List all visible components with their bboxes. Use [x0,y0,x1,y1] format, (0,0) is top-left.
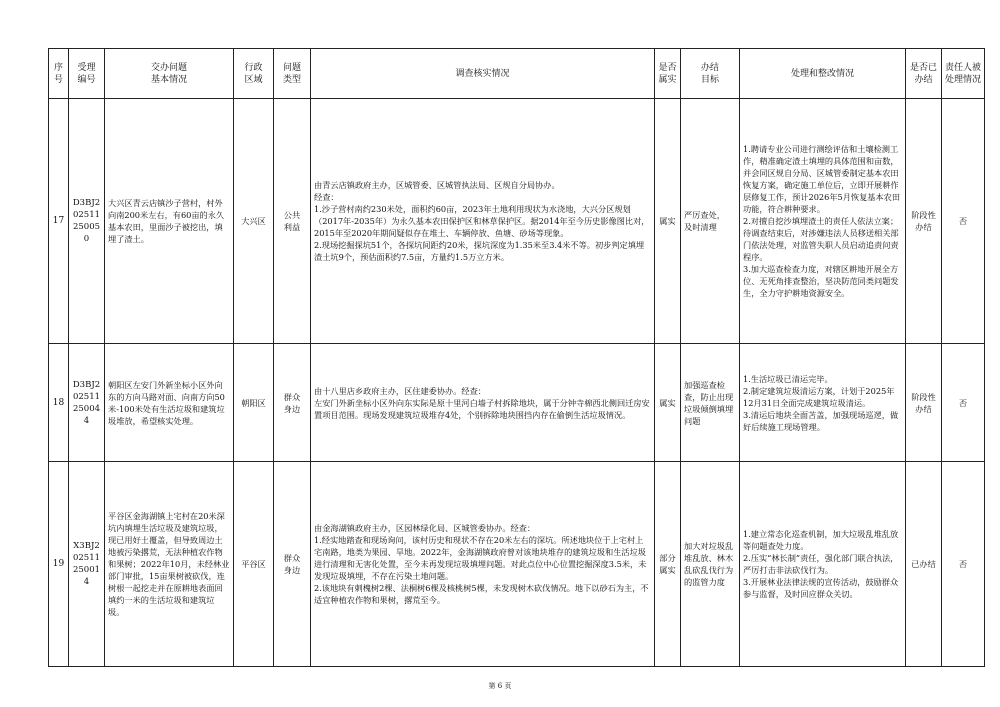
cell-acceptance-no: D3BJ202511250044 [69,344,105,462]
cell-target: 加大对垃圾乱堆乱放、林木乱砍乱伐行为的监管力度 [681,462,740,667]
header-target: 办结 目标 [681,49,740,99]
cell-district: 大兴区 [234,99,274,344]
cell-district: 平谷区 [234,462,274,667]
complaint-handling-table [48,48,985,667]
header-completed: 是否已 办结 [906,49,942,99]
cell-seq: 18 [49,344,69,462]
cell-issue: 大兴区青云店镇沙子营村，村外向南200米左右，有60亩的永久基本农田，里面沙子被挖出，填埋了渣土。 [105,99,234,344]
table-row [49,99,985,344]
cell-accountability: 否 [942,99,985,344]
cell-issue-type: 群众 身边 [274,462,311,667]
cell-investigation: 由金海湖镇政府主办，区园林绿化局、区城管委协办。经查： 1.经实地踏查和现场询问，该村历史和现状不存在20米左右的深坑。所述地块位于上宅村上宅南路，地类为果园、旱地。2022年，金海湖镇政府曾对该地块堆存的建筑垃圾和生活垃圾进行清理和无害化处置，至今未再发现垃圾填埋问题。对此点位中心位置挖掘深度3.5米，未发现垃圾填埋，不存在污染土地问题。 2.该地块有刺槐树2棵、法桐树6棵及核桃树5棵，未发现树木砍伐情况。地下以砂石为主，不适宜种植农作物和果树，撂荒至今。 [311,462,655,667]
cell-accountability: 否 [942,344,985,462]
cell-handling: 1.聘请专业公司进行测绘评估和土壤检测工作，精准确定渣土填埋的具体范围和亩数，并会同区规自分局、区城管委制定基本农田恢复方案，确定施工单位后，立即开展耕作层修复工作，预计2026年5月恢复基本农田功能，符合耕种要求。 2.对擅自挖沙填埋渣土的责任人依法立案；待调查结束后，对涉嫌违法人员移送相关部门依法处理，对监管失职人员启动追责问责程序。 3.加大巡查检查力度，对辖区耕地开展全方位、无死角排查整治，坚决防范同类问题发生，全力守护耕地资源安全。 [740,99,906,344]
header-verified: 是否 属实 [655,49,681,99]
cell-issue-type: 公共 利益 [274,99,311,344]
complaint-table-sheet [48,48,982,667]
cell-verified: 部分 属实 [655,462,681,667]
cell-accountability: 否 [942,462,985,667]
header-issue-type: 问题 类型 [274,49,311,99]
cell-seq: 17 [49,99,69,344]
cell-target: 严厉查处， 及时清理 [681,99,740,344]
cell-seq: 19 [49,462,69,667]
cell-completed: 阶段性 办结 [906,344,942,462]
cell-issue-type: 群众 身边 [274,344,311,462]
header-acceptance-no: 受理 编号 [69,49,105,99]
table-row [49,344,985,462]
cell-issue: 平谷区金海湖镇上宅村在20米深坑内填埋生活垃圾及建筑垃圾，现已用好土覆盖，但导致周边土地被污染撂荒，无法种植农作物和果树；2022年10月，未经林业部门审批，15亩果树被砍伐，连树根一起挖走并在原耕地表面回填约一米的生活垃圾和建筑垃圾。 [105,462,234,667]
cell-handling: 1.生活垃圾已清运完毕。 2.制定建筑垃圾清运方案，计划于2025年12月31日全面完成建筑垃圾清运。 3.清运后地块全面苫盖，加强现场巡逻，做好后续施工现场管理。 [740,344,906,462]
header-investigation: 调查核实情况 [311,49,655,99]
cell-investigation: 由十八里店乡政府主办，区住建委协办。经查： 左安门外新坐标小区外向东实际是原十里河白墙子村拆除地块，属于分钟寺棉西北侧回迁房安置项目范围。现场发现建筑垃圾堆存4处，个别拆除地块围挡内存在偷倒生活垃圾情况。 [311,344,655,462]
cell-acceptance-no: X3BJ202511250014 [69,462,105,667]
cell-acceptance-no: D3BJ202511250050 [69,99,105,344]
cell-handling: 1.建立常态化巡查机制，加大垃圾乱堆乱放等问题查处力度。 2.压实“林长制”责任，强化部门联合执法，严厉打击非法砍伐行为。 3.开展林业法律法规的宣传活动，鼓励群众参与监督，及时回应群众关切。 [740,462,906,667]
header-issue: 交办问题 基本情况 [105,49,234,99]
cell-completed: 已办结 [906,462,942,667]
cell-verified: 属实 [655,99,681,344]
cell-investigation: 由青云店镇政府主办，区城管委、区城管执法局、区规自分局协办。 经查： 1.沙子营村南约230米处，面积约60亩，2023年土地利用现状为水浇地，大兴分区规划（2017年-2035年）为永久基本农田保护区和林草保护区。据2014年至今历史影像图比对，2015年至2020年期间疑似存在堆土、车辆停放、鱼塘、砂场等现象。 2.现场挖掘探坑51个，各探坑间距约20米，探坑深度为1.35米至3.4米不等。初步判定填埋渣土坑9个，预估面积约7.5亩，方量约1.5万立方米。 [311,99,655,344]
header-seq: 序号 [49,49,69,99]
page-number: 第 6 页 [488,682,512,690]
cell-completed: 阶段性 办结 [906,99,942,344]
header-accountability: 责任人被 处理情况 [942,49,985,99]
cell-issue: 朝阳区左安门外新坐标小区外向东的方向马路对面、向南方向50米-100米处有生活垃圾和建筑垃圾堆放，希望核实处理。 [105,344,234,462]
cell-verified: 属实 [655,344,681,462]
cell-district: 朝阳区 [234,344,274,462]
cell-target: 加强巡查检查，防止出现垃圾倾倒填埋问题 [681,344,740,462]
header-handling: 处理和整改情况 [740,49,906,99]
table-header-row [49,49,985,99]
table-row [49,462,985,667]
header-district: 行政 区域 [234,49,274,99]
